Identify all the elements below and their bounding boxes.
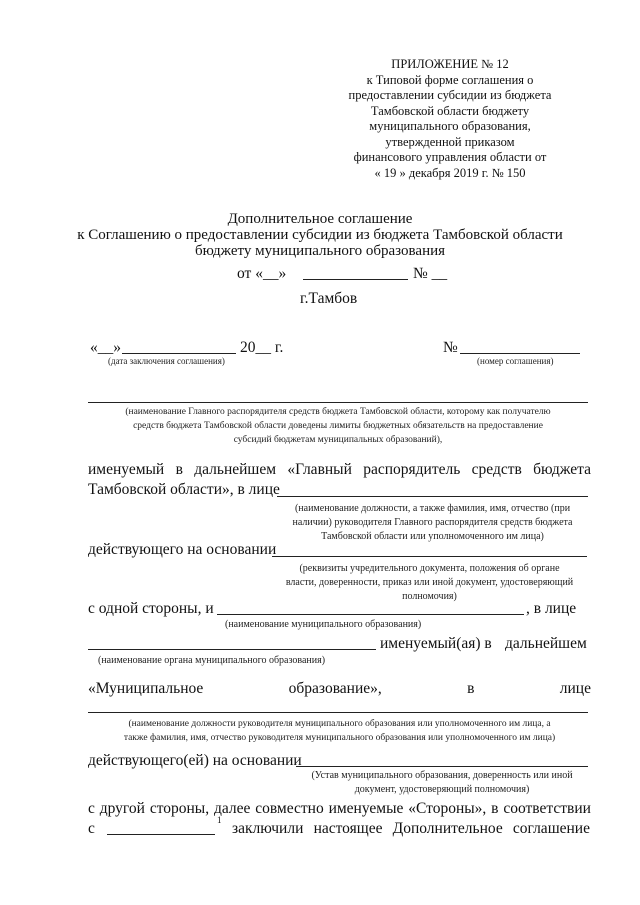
caption-line: полномочия) xyxy=(402,591,457,602)
word: заключили xyxy=(232,820,304,837)
doc-subtitle: к Соглашению о предоставлении субсидии из бюджета Тамбовской области xyxy=(77,227,563,243)
word: средств xyxy=(471,461,522,478)
word: в xyxy=(175,461,183,478)
regulation-line xyxy=(107,834,215,835)
agreement-number-line xyxy=(460,353,580,354)
para-6: действующего(ей) на основании xyxy=(88,752,302,769)
mo-basis-line xyxy=(296,766,588,767)
distributor-line xyxy=(88,402,588,403)
appendix-line: Тамбовской области бюджету xyxy=(370,103,530,118)
para-7 xyxy=(88,800,591,818)
appendix-line: финансового управления области от xyxy=(353,150,547,164)
caption-line: Тамбовской области или уполномоченного им лица) xyxy=(321,531,544,542)
word: соглашение xyxy=(512,820,590,837)
word: именуемые xyxy=(328,800,404,817)
para-5 xyxy=(88,680,591,698)
conclusion-year: 20__ г. xyxy=(240,339,284,356)
para-1-line-2: Тамбовской области», в лице xyxy=(88,481,280,498)
organ-caption: (наименование органа муниципального образования) xyxy=(98,655,326,666)
basis-line xyxy=(272,556,587,557)
word: лице xyxy=(559,680,591,697)
conclusion-date-line xyxy=(122,353,236,354)
para-4-word: дальнейшем xyxy=(505,635,587,652)
doc-subtitle-2: бюджету муниципального образования xyxy=(194,243,446,259)
organ-line xyxy=(88,649,376,650)
caption-line: (наименование Главного распорядителя средств бюджета Тамбовской области, которому как получателю xyxy=(125,407,551,417)
caption-line: наличии) руководителя Главного распорядителя средств бюджета xyxy=(292,517,573,528)
appendix-line: « 19 » декабря 2019 г. № 150 xyxy=(374,165,526,180)
word: распорядитель xyxy=(363,461,461,478)
word: Дополнительное xyxy=(392,820,503,837)
city: г.Тамбов xyxy=(300,290,358,307)
word: образование», xyxy=(288,680,382,697)
municipality-caption: (наименование муниципального образования) xyxy=(225,619,422,630)
caption-line: (реквизиты учредительного документа, положения об органе xyxy=(299,563,560,574)
appendix-line: ПРИЛОЖЕНИЕ № 12 xyxy=(391,57,509,71)
word: в xyxy=(467,680,475,697)
agreement-number-sign: № xyxy=(443,339,458,356)
caption-line: средств бюджета Тамбовской области доведены лимиты бюджетных обязательств на предоставление xyxy=(133,421,543,431)
para-4-word: именуемый(ая) в xyxy=(380,635,492,652)
word: в xyxy=(491,800,499,817)
number-caption: (номер соглашения) xyxy=(477,356,554,366)
word: другой xyxy=(99,800,145,817)
footnote-mark: 1 xyxy=(217,815,222,825)
word: «Главный xyxy=(287,461,352,478)
word: с xyxy=(88,800,95,817)
para-3-left: с одной стороны, и xyxy=(88,600,214,617)
caption-line: (наименование должности руководителя муниципального образования или уполномоченного им лица, а xyxy=(128,719,551,729)
appendix-header xyxy=(330,57,570,181)
caption-line: также фамилия, имя, отчество руководителя муниципального образования или уполномоченного им лица) xyxy=(123,733,556,743)
head-name-caption xyxy=(277,502,588,544)
mo-head-caption xyxy=(88,717,591,745)
date-line xyxy=(303,279,408,280)
caption-line: власти, доверенности, приказ или иной документ, удостоверяющий xyxy=(285,577,574,588)
doc-title: Дополнительное соглашение xyxy=(227,211,413,227)
basis-caption xyxy=(272,562,587,604)
distributor-caption xyxy=(88,405,588,447)
word: далее xyxy=(213,800,251,817)
caption-line: субсидий бюджетам муниципальных образований), xyxy=(233,435,443,445)
word: стороны, xyxy=(149,800,210,817)
para-2: действующего на основании xyxy=(88,541,277,558)
municipality-line xyxy=(217,614,524,615)
word: бюджета xyxy=(533,461,591,478)
word: «Стороны», xyxy=(408,800,487,817)
para-1-line-1 xyxy=(88,461,591,479)
appendix-line: к Типовой форме соглашения о xyxy=(366,72,534,87)
number-sign: № __ xyxy=(413,265,448,282)
word: соответствии xyxy=(503,800,591,817)
caption-line: (наименование должности, а также фамилия, имя, отчество (при xyxy=(294,503,571,514)
appendix-line: предоставлении субсидии из бюджета xyxy=(348,88,552,102)
caption-line: документ, удостоверяющий полномочия) xyxy=(354,784,530,795)
appendix-line: утвержденной приказом xyxy=(385,134,515,149)
conclusion-date-open: «__» xyxy=(90,339,121,356)
head-name-line xyxy=(277,496,588,497)
date-caption: (дата заключения соглашения) xyxy=(108,356,225,366)
para-8-c: с xyxy=(88,820,95,837)
caption-line: (Устав муниципального образования, доверенность или иной xyxy=(311,770,573,781)
word: настоящее xyxy=(313,820,383,837)
word: дальнейшем xyxy=(194,461,277,478)
word: «Муниципальное xyxy=(88,680,204,697)
mo-head-line xyxy=(88,712,588,713)
date-prefix: от «__» xyxy=(237,265,287,282)
para-8-rest xyxy=(232,820,590,838)
mo-basis-caption xyxy=(296,769,588,797)
para-3-right: , в лице xyxy=(526,600,577,617)
word: совместно xyxy=(255,800,324,817)
word: именуемый xyxy=(88,461,165,478)
appendix-line: муниципального образования, xyxy=(369,119,531,133)
